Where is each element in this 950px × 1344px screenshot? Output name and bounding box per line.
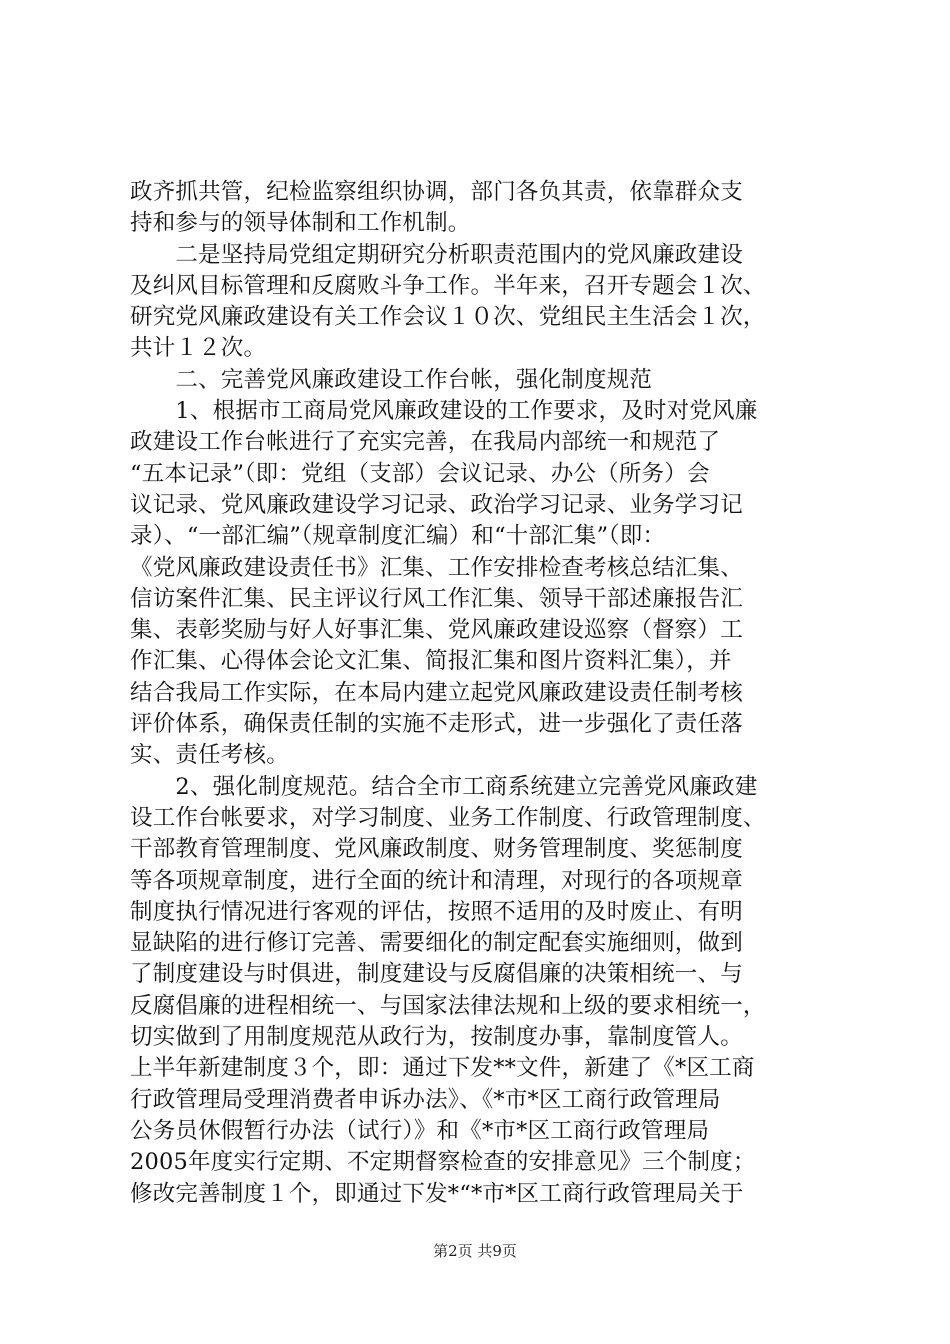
text-line: 了制度建设与时俱进，制度建设与反腐倡廉的决策相统一、与	[130, 961, 743, 988]
text-line: 2005年度实行定期、不定期督察检查的安排意见》三个制度；	[130, 1149, 756, 1176]
text-line: 集、表彰奖励与好人好事汇集、党风廉政建设巡察（督察）工	[130, 617, 743, 644]
text-line: 2、强化制度规范。结合全市工商系统建立完善党风廉政建	[130, 773, 758, 800]
text-line: 显缺陷的进行修订完善、需要细化的制定配套实施细则，做到	[130, 930, 743, 957]
text-line: 二、完善党风廉政建设工作台帐，强化制度规范	[130, 366, 653, 393]
text-line: 上半年新建制度３个，即：通过下发**文件，新建了《*区工商	[130, 1055, 755, 1082]
text-line: 持和参与的领导体制和工作机制。	[130, 210, 471, 237]
text-line: 二是坚持局党组定期研究分析职责范围内的党风廉政建设	[130, 241, 743, 268]
text-line: 修改完善制度１个，即通过下发*“*市*区工商行政管理局关于	[130, 1180, 744, 1207]
document-body	[130, 177, 830, 1210]
text-line: 录）、“一部汇编”（规章制度汇编）和“十部汇集”（即：	[130, 523, 666, 550]
text-line: 干部教育管理制度、党风廉政制度、财务管理制度、奖惩制度	[130, 836, 743, 863]
text-line: 评价体系，确保责任制的实施不走形式，进一步强化了责任落	[130, 711, 743, 738]
text-line: 《党风廉政建设责任书》汇集、工作安排检查考核总结汇集、	[130, 554, 743, 581]
text-line: 行政管理局受理消费者申诉办法》、《*市*区工商行政管理局	[130, 1086, 721, 1113]
text-line: 1、根据市工商局党风廉政建设的工作要求，及时对党风廉	[130, 398, 758, 425]
text-line: 公务员休假暂行办法（试行）》和《*市*区工商行政管理局	[130, 1117, 710, 1144]
text-line: 政齐抓共管，纪检监察组织协调，部门各负其责，依靠群众支	[130, 179, 743, 205]
text-line: 反腐倡廉的进程相统一、与国家法律法规和上级的要求相统一，	[130, 992, 766, 1019]
text-line: 信访案件汇集、民主评议行风工作汇集、领导干部述廉报告汇	[130, 585, 743, 612]
text-line: 制度执行情况进行客观的评估，按照不适用的及时废止、有明	[130, 898, 743, 925]
text-line: 共计１２次。	[130, 335, 267, 362]
text-line: 实、责任考核。	[130, 742, 289, 769]
text-line: 及纠风目标管理和反腐败斗争工作。半年来，召开专题会１次、	[130, 272, 766, 299]
text-line: 结合我局工作实际，在本局内建立起党风廉政建设责任制考核	[130, 679, 743, 706]
text-line: 研究党风廉政建设有关工作会议１０次、党组民主生活会１次，	[130, 304, 766, 331]
page-footer: 第2页 共9页	[433, 1242, 517, 1260]
text-line: 政建设工作台帐进行了充实完善，在我局内部统一和规范了	[130, 429, 721, 456]
text-line: 设工作台帐要求，对学习制度、业务工作制度、行政管理制度、	[130, 804, 766, 831]
text-line: “五本记录”（即：党组（支部）会议记录、办公（所务）会	[130, 460, 710, 487]
text-line: 议记录、党风廉政建设学习记录、政治学习记录、业务学习记	[130, 491, 743, 518]
text-line: 切实做到了用制度规范从政行为，按制度办事，靠制度管人。	[130, 1024, 743, 1051]
text-line: 作汇集、心得体会论文汇集、简报汇集和图片资料汇集），并	[130, 648, 732, 675]
text-line: 等各项规章制度，进行全面的统计和清理，对现行的各项规章	[130, 867, 743, 894]
